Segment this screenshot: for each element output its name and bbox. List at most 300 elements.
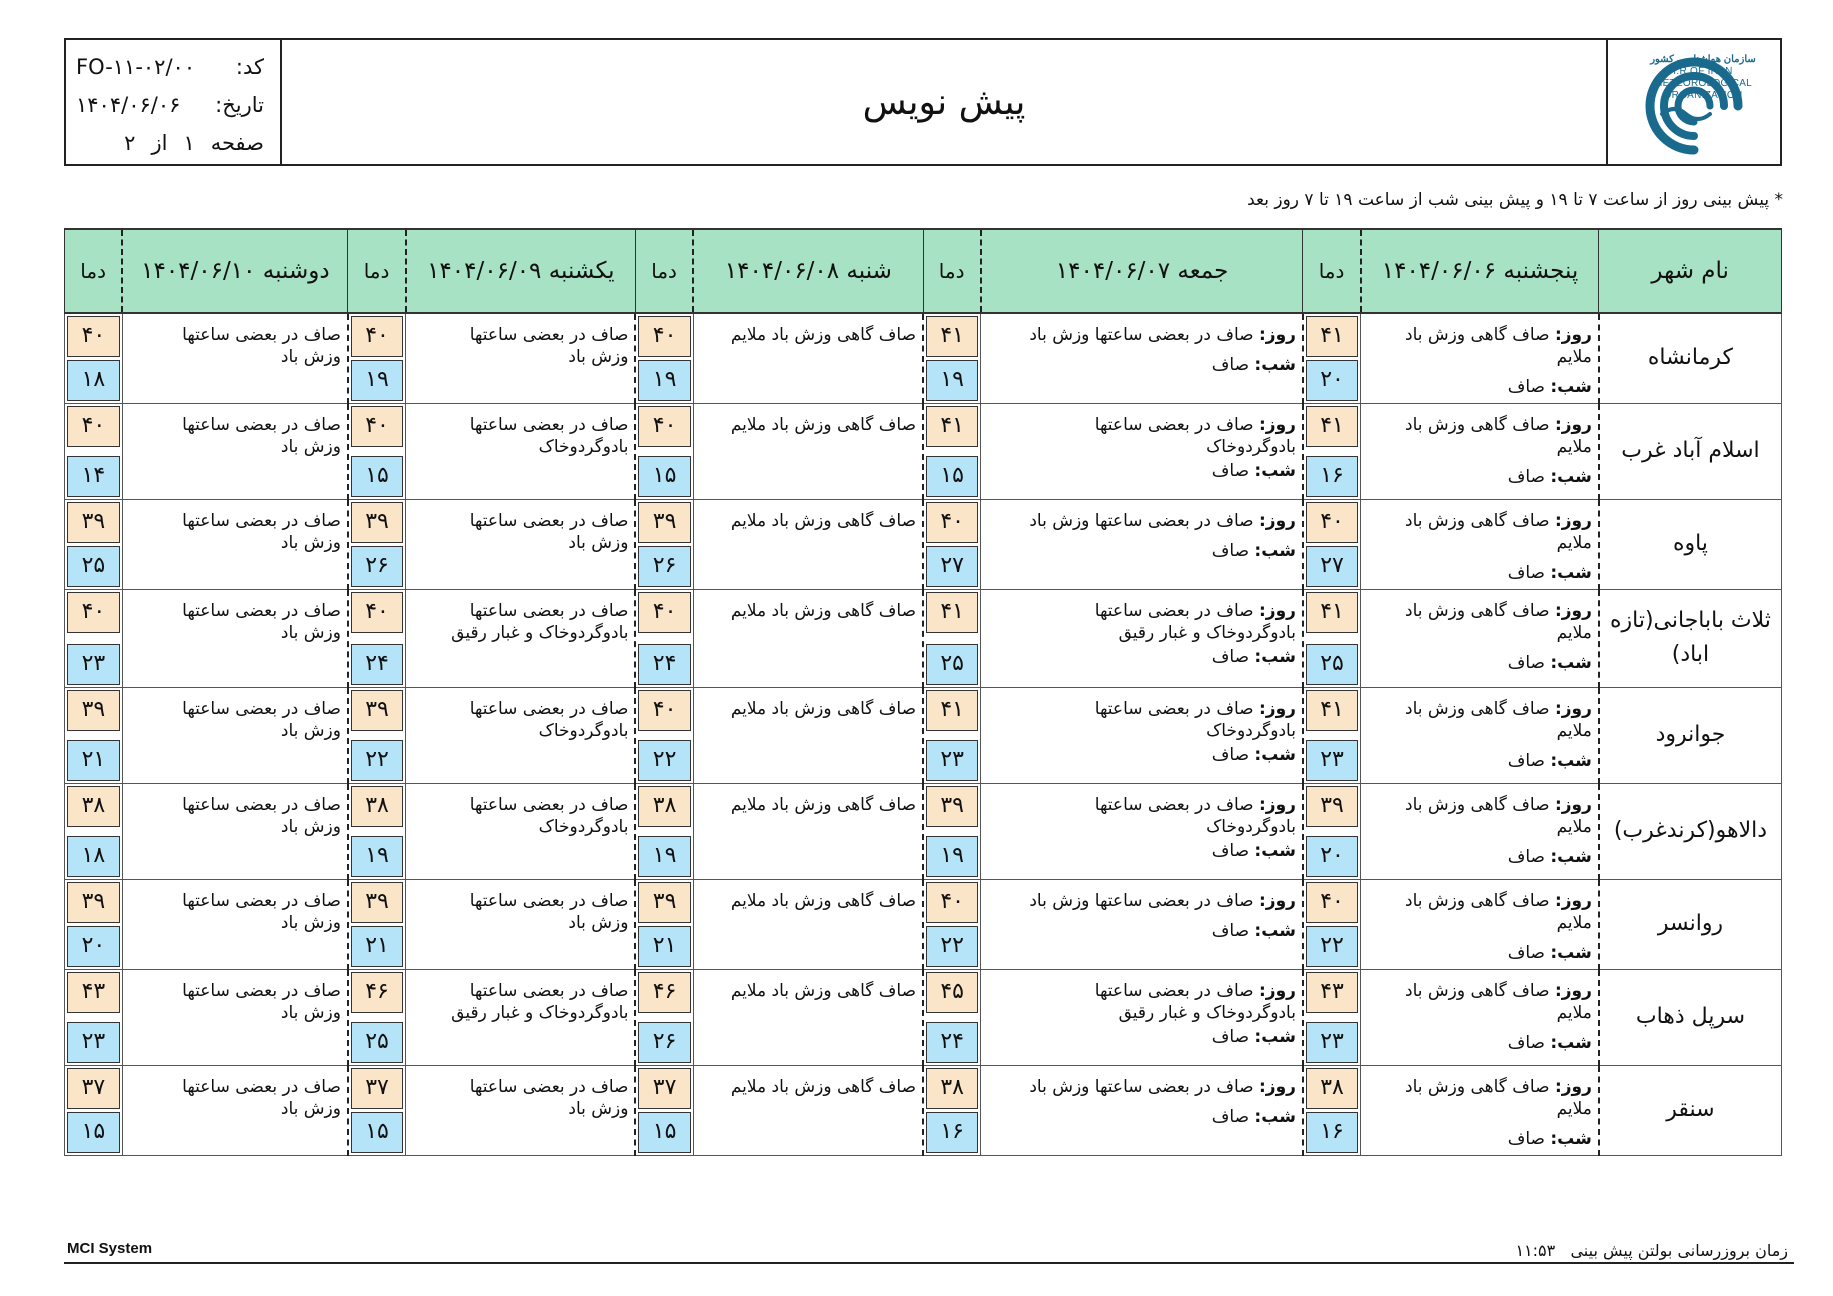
table-row [65, 499, 1782, 589]
max-temperature: ۳۸ [926, 1068, 978, 1109]
forecast-description [981, 499, 1303, 589]
table-row [65, 589, 1782, 687]
forecast-text: صاف در بعضی ساعتها [182, 325, 341, 345]
day-forecast [1367, 414, 1592, 458]
temperature-cell [923, 313, 981, 403]
forecast-text: صاف گاهی وزش باد ملایم [730, 980, 917, 1001]
night-label: شب: [1550, 562, 1592, 583]
temp-column-header: دما [1303, 229, 1361, 313]
forecast-text: صاف در بعضی ساعتها [469, 980, 629, 1001]
forecast-description [981, 687, 1303, 783]
min-temperature: ۲۵ [1306, 644, 1358, 685]
night-forecast-text: صاف [1211, 355, 1250, 375]
temperature-cell [923, 1065, 981, 1155]
max-temperature: ۳۹ [351, 502, 403, 543]
min-temperature: ۱۵ [926, 456, 978, 497]
temperature-cell [923, 879, 981, 969]
forecast-text-continued: وزش باد [568, 1098, 629, 1119]
table-row [65, 1065, 1782, 1155]
city-name: اسلام آباد غرب [1599, 403, 1782, 499]
max-temperature: ۴۰ [351, 592, 403, 633]
forecast-text: صاف در بعضی ساعتها [182, 600, 341, 621]
max-temperature: ۳۹ [67, 690, 120, 731]
day-forecast-text: صاف گاهی وزش باد ملایم [1405, 1076, 1592, 1119]
min-temperature: ۱۵ [351, 456, 403, 497]
min-temperature: ۲۱ [351, 926, 403, 967]
forecast-description [122, 1065, 348, 1155]
temperature-cell [923, 403, 981, 499]
city-name: سنقر [1599, 1065, 1782, 1155]
night-label: شب: [1550, 750, 1592, 771]
update-time-footer [1515, 1241, 1788, 1260]
temperature-cell [65, 589, 123, 687]
max-temperature: ۴۳ [1306, 972, 1358, 1013]
forecast-text: صاف در بعضی ساعتها [469, 325, 629, 345]
temp-column-header: دما [348, 229, 406, 313]
night-label: شب: [1550, 942, 1592, 963]
day-label: روز: [1554, 510, 1592, 531]
min-temperature: ۱۵ [638, 456, 690, 497]
forecast-description [406, 1065, 636, 1155]
page-total: ۲ [124, 131, 136, 155]
city-name: روانسر [1599, 879, 1782, 969]
forecast-text-continued: بادوگردوخاک [538, 436, 629, 457]
forecast-text: صاف در بعضی ساعتها [469, 1076, 629, 1097]
night-forecast-text: صاف [1507, 652, 1545, 673]
night-forecast-text: صاف [1507, 942, 1545, 963]
max-temperature: ۳۸ [67, 786, 120, 827]
night-forecast [987, 460, 1296, 482]
temperature-cell [348, 1065, 406, 1155]
min-temperature: ۱۹ [351, 836, 403, 877]
temperature-cell [1303, 783, 1361, 879]
min-temperature: ۱۶ [1306, 1112, 1358, 1153]
forecast-description [981, 589, 1303, 687]
forecast-text-continued: وزش باد [280, 436, 341, 457]
day-column-header: شنبه ۱۴۰۴/۰۶/۰۸ [693, 229, 923, 313]
max-temperature: ۴۰ [638, 592, 690, 633]
max-temperature: ۴۰ [638, 406, 690, 447]
night-label: شب: [1254, 355, 1296, 375]
day-forecast-text: صاف در بعضی ساعتها [1094, 980, 1254, 1001]
day-forecast-text: صاف در بعضی ساعتها وزش باد [1029, 890, 1254, 911]
forecast-text: صاف گاهی وزش باد ملایم [730, 325, 917, 345]
min-temperature: ۱۶ [1306, 456, 1358, 497]
night-forecast [1367, 1032, 1592, 1054]
day-label: روز: [1258, 1076, 1296, 1097]
max-temperature: ۳۹ [67, 502, 120, 543]
forecast-description [693, 589, 923, 687]
forecast-text: صاف گاهی وزش باد ملایم [730, 414, 917, 435]
page-row [76, 124, 264, 162]
day-label: روز: [1258, 698, 1296, 719]
temperature-cell [635, 499, 693, 589]
forecast-description [981, 1065, 1303, 1155]
page-label: صفحه [210, 131, 264, 155]
day-forecast-text-continued: بادوگردوخاک [1206, 436, 1296, 457]
forecast-description [1361, 969, 1599, 1065]
min-temperature: ۲۷ [926, 546, 978, 587]
day-label: روز: [1258, 890, 1296, 911]
min-temperature: ۱۴ [67, 456, 120, 497]
temperature-cell [65, 1065, 123, 1155]
day-forecast-text: صاف در بعضی ساعتها [1094, 794, 1254, 815]
night-forecast-text: صاف [1507, 1128, 1545, 1149]
forecast-text: صاف در بعضی ساعتها [182, 698, 341, 719]
night-forecast [1367, 466, 1592, 488]
day-forecast-text-continued: بادوگردوخاک و غبار رقیق [1118, 622, 1296, 643]
min-temperature: ۲۶ [638, 1022, 690, 1063]
min-temperature: ۲۱ [638, 926, 690, 967]
forecast-text: صاف در بعضی ساعتها [182, 414, 341, 435]
night-forecast [1367, 562, 1592, 584]
table-row [65, 783, 1782, 879]
night-forecast-text: صاف [1507, 846, 1545, 867]
max-temperature: ۳۹ [67, 882, 120, 923]
day-forecast [1367, 794, 1592, 838]
min-temperature: ۲۲ [638, 740, 690, 781]
min-temperature: ۱۸ [67, 836, 120, 877]
night-forecast [987, 540, 1296, 562]
day-label: روز: [1554, 414, 1592, 435]
city-name: دالاهو(کرندغرب) [1599, 783, 1782, 879]
logo-persian-name: سازمان هواشناسی کشور [1650, 54, 1756, 65]
table-row [65, 403, 1782, 499]
night-forecast-text: صاف [1211, 540, 1250, 561]
date-label: تاریخ: [215, 93, 264, 117]
forecast-text-continued: وزش باد [280, 532, 341, 553]
forecast-text: صاف گاهی وزش باد ملایم [730, 600, 917, 621]
night-forecast-text: صاف [1211, 460, 1250, 481]
forecast-text-continued: بادوگردوخاک و غبار رقیق [451, 1002, 629, 1023]
night-label: شب: [1550, 377, 1592, 397]
night-label: شب: [1550, 1128, 1592, 1149]
forecast-description [122, 687, 348, 783]
forecast-description [122, 589, 348, 687]
table-row [65, 313, 1782, 403]
night-label: شب: [1254, 1106, 1296, 1127]
date-row [76, 86, 264, 124]
day-forecast [1367, 324, 1592, 368]
max-temperature: ۳۹ [351, 882, 403, 923]
day-forecast-text-continued: بادوگردوخاک [1206, 816, 1296, 837]
min-temperature: ۲۰ [1306, 360, 1358, 401]
logo [1606, 40, 1780, 164]
temperature-cell [348, 589, 406, 687]
forecast-text: صاف گاهی وزش باد ملایم [730, 1076, 917, 1097]
day-column-header: یکشنبه ۱۴۰۴/۰۶/۰۹ [406, 229, 636, 313]
city-name: سرپل ذهاب [1599, 969, 1782, 1065]
day-forecast-text-continued: بادوگردوخاک و غبار رقیق [1118, 1002, 1296, 1023]
forecast-description [122, 879, 348, 969]
max-temperature: ۳۸ [351, 786, 403, 827]
page-of: از [151, 131, 168, 155]
forecast-description [1361, 313, 1599, 403]
table-row [65, 969, 1782, 1065]
night-forecast-text: صاف [1507, 466, 1545, 487]
forecast-description [122, 403, 348, 499]
night-forecast [1367, 1128, 1592, 1150]
night-label: شب: [1254, 460, 1296, 481]
max-temperature: ۴۱ [1306, 690, 1358, 731]
temperature-cell [635, 1065, 693, 1155]
forecast-text-continued: وزش باد [280, 912, 341, 933]
min-temperature: ۲۳ [1306, 1022, 1358, 1063]
forecast-text-continued: وزش باد [280, 816, 341, 837]
min-temperature: ۲۵ [926, 644, 978, 685]
night-forecast [1367, 376, 1592, 398]
forecast-text-continued: وزش باد [280, 1002, 341, 1023]
max-temperature: ۴۰ [351, 406, 403, 447]
forecast-description [1361, 589, 1599, 687]
night-forecast-text: صاف [1211, 840, 1250, 861]
temperature-cell [1303, 1065, 1361, 1155]
forecast-description [406, 969, 636, 1065]
temperature-cell [923, 969, 981, 1065]
forecast-description [406, 403, 636, 499]
day-forecast [987, 794, 1296, 816]
day-label: روز: [1554, 794, 1592, 815]
day-forecast-text: صاف در بعضی ساعتها [1094, 698, 1254, 719]
night-forecast [1367, 942, 1592, 964]
code-label: کد: [235, 55, 264, 79]
min-temperature: ۲۲ [351, 740, 403, 781]
forecast-description [981, 969, 1303, 1065]
table-row [65, 687, 1782, 783]
forecast-description [406, 499, 636, 589]
day-forecast-text: صاف گاهی وزش باد ملایم [1405, 325, 1592, 367]
max-temperature: ۳۷ [67, 1068, 120, 1109]
max-temperature: ۴۱ [926, 406, 978, 447]
forecast-description [1361, 499, 1599, 589]
temperature-cell [65, 687, 123, 783]
temp-column-header: دما [635, 229, 693, 313]
min-temperature: ۲۵ [67, 546, 120, 587]
forecast-text-continued: وزش باد [568, 912, 629, 933]
logo-text [1648, 54, 1758, 102]
forecast-text: صاف گاهی وزش باد ملایم [730, 510, 917, 531]
max-temperature: ۴۰ [1306, 882, 1358, 923]
forecast-text-continued: وزش باد [280, 347, 341, 367]
temperature-cell [65, 313, 123, 403]
temperature-cell [348, 687, 406, 783]
min-temperature: ۲۰ [67, 926, 120, 967]
day-label: روز: [1554, 698, 1592, 719]
night-label: شب: [1550, 1032, 1592, 1053]
temperature-cell [348, 783, 406, 879]
temperature-cell [635, 969, 693, 1065]
day-forecast-text: صاف گاهی وزش باد ملایم [1405, 698, 1592, 741]
city-name: جوانرود [1599, 687, 1782, 783]
max-temperature: ۴۱ [1306, 592, 1358, 633]
day-forecast-text: صاف در بعضی ساعتها وزش باد [1029, 1076, 1254, 1097]
day-forecast [987, 1076, 1296, 1098]
forecast-text: صاف گاهی وزش باد ملایم [730, 890, 917, 911]
min-temperature: ۲۶ [351, 546, 403, 587]
day-label: روز: [1258, 414, 1296, 435]
max-temperature: ۴۰ [638, 316, 690, 357]
forecast-description [693, 403, 923, 499]
forecast-description [693, 783, 923, 879]
max-temperature: ۴۰ [1306, 502, 1358, 543]
night-forecast-text: صاف [1211, 744, 1250, 765]
night-forecast [987, 840, 1296, 862]
day-label: روز: [1258, 600, 1296, 621]
max-temperature: ۴۰ [351, 316, 403, 357]
min-temperature: ۱۵ [638, 1112, 690, 1153]
code-value: FO-۱۱-۰۲/۰۰ [76, 55, 196, 79]
forecast-text: صاف در بعضی ساعتها [469, 698, 629, 719]
day-forecast [987, 414, 1296, 436]
day-forecast-text: صاف گاهی وزش باد ملایم [1405, 510, 1592, 553]
day-label: روز: [1554, 600, 1592, 621]
forecast-text: صاف در بعضی ساعتها [182, 510, 341, 531]
min-temperature: ۱۹ [638, 360, 690, 401]
city-name: ثلاث باباجانی(تازه اباد) [1599, 589, 1782, 687]
min-temperature: ۲۴ [638, 644, 690, 685]
table-row [65, 879, 1782, 969]
min-temperature: ۲۱ [67, 740, 120, 781]
forecast-description [693, 687, 923, 783]
night-forecast [987, 920, 1296, 942]
min-temperature: ۲۷ [1306, 546, 1358, 587]
forecast-description [693, 313, 923, 403]
update-label: زمان بروزرسانی بولتن پیش بینی [1570, 1241, 1788, 1260]
day-forecast-text: صاف گاهی وزش باد ملایم [1405, 414, 1592, 457]
day-forecast [987, 698, 1296, 720]
temperature-cell [923, 687, 981, 783]
forecast-text-continued: بادوگردوخاک [538, 720, 629, 741]
forecast-text: صاف گاهی وزش باد ملایم [730, 794, 917, 815]
max-temperature: ۳۹ [926, 786, 978, 827]
max-temperature: ۴۰ [67, 316, 120, 357]
temperature-cell [65, 879, 123, 969]
forecast-description [1361, 403, 1599, 499]
min-temperature: ۲۳ [926, 740, 978, 781]
night-forecast [987, 744, 1296, 766]
temperature-cell [1303, 313, 1361, 403]
day-forecast [987, 980, 1296, 1002]
max-temperature: ۴۳ [67, 972, 120, 1013]
forecast-text: صاف در بعضی ساعتها [469, 510, 629, 531]
temperature-cell [348, 313, 406, 403]
night-forecast [987, 646, 1296, 668]
temperature-cell [1303, 589, 1361, 687]
city-name: کرمانشاه [1599, 313, 1782, 403]
day-forecast-text: صاف در بعضی ساعتها وزش باد [1029, 510, 1254, 531]
day-forecast-text: صاف گاهی وزش باد ملایم [1405, 890, 1592, 933]
logo-english-line-2: METEOROLOGICAL [1653, 78, 1753, 89]
night-forecast [1367, 846, 1592, 868]
temperature-cell [635, 879, 693, 969]
temperature-cell [635, 783, 693, 879]
document-title: پیش نویس [862, 81, 1026, 123]
forecast-text: صاف در بعضی ساعتها [182, 1076, 341, 1097]
max-temperature: ۴۱ [926, 592, 978, 633]
forecast-description [406, 313, 636, 403]
min-temperature: ۲۵ [351, 1022, 403, 1063]
forecast-description [122, 499, 348, 589]
night-label: شب: [1550, 846, 1592, 867]
forecast-description [122, 783, 348, 879]
forecast-text: صاف گاهی وزش باد ملایم [730, 698, 917, 719]
night-label: شب: [1254, 920, 1296, 941]
date-value: ۱۴۰۴/۰۶/۰۶ [76, 93, 181, 117]
temperature-cell [65, 969, 123, 1065]
min-temperature: ۲۳ [67, 1022, 120, 1063]
forecast-description [1361, 1065, 1599, 1155]
city-name: پاوه [1599, 499, 1782, 589]
day-forecast [1367, 510, 1592, 554]
temperature-cell [923, 589, 981, 687]
day-forecast-text: صاف در بعضی ساعتها وزش باد [1029, 325, 1254, 345]
temperature-cell [1303, 687, 1361, 783]
day-forecast [987, 890, 1296, 912]
forecast-description [406, 783, 636, 879]
night-forecast [1367, 652, 1592, 674]
forecast-description [981, 313, 1303, 403]
forecast-description [693, 969, 923, 1065]
temperature-cell [65, 783, 123, 879]
night-label: شب: [1254, 744, 1296, 765]
day-forecast [1367, 980, 1592, 1024]
forecast-description [981, 783, 1303, 879]
min-temperature: ۲۲ [926, 926, 978, 967]
day-forecast [987, 510, 1296, 532]
logo-english-line-3: ORGANIZATION [1663, 90, 1743, 101]
forecast-description [406, 589, 636, 687]
min-temperature: ۲۶ [638, 546, 690, 587]
min-temperature: ۲۴ [351, 644, 403, 685]
temperature-cell [348, 969, 406, 1065]
temperature-cell [1303, 403, 1361, 499]
day-forecast [987, 600, 1296, 622]
forecast-description [693, 1065, 923, 1155]
update-time: ۱۱:۵۳ [1515, 1241, 1556, 1260]
temperature-cell [635, 313, 693, 403]
day-label: روز: [1258, 510, 1296, 531]
forecast-description [981, 403, 1303, 499]
max-temperature: ۴۰ [67, 592, 120, 633]
footer-divider [64, 1262, 1794, 1264]
forecast-description [1361, 783, 1599, 879]
max-temperature: ۴۰ [926, 502, 978, 543]
night-forecast-text: صاف [1507, 377, 1545, 397]
forecast-text: صاف در بعضی ساعتها [182, 794, 341, 815]
temperature-cell [348, 879, 406, 969]
day-forecast-text: صاف گاهی وزش باد ملایم [1405, 980, 1592, 1023]
max-temperature: ۳۹ [1306, 786, 1358, 827]
max-temperature: ۴۱ [926, 316, 978, 357]
forecast-text: صاف در بعضی ساعتها [182, 890, 341, 911]
max-temperature: ۳۸ [1306, 1068, 1358, 1109]
city-column-header: نام شهر [1599, 229, 1782, 313]
min-temperature: ۱۶ [926, 1112, 978, 1153]
temperature-cell [923, 783, 981, 879]
day-column-header: دوشنبه ۱۴۰۴/۰۶/۱۰ [122, 229, 348, 313]
night-label: شب: [1254, 646, 1296, 667]
day-label: روز: [1554, 980, 1592, 1001]
max-temperature: ۳۹ [638, 502, 690, 543]
forecast-description [693, 879, 923, 969]
temperature-cell [1303, 499, 1361, 589]
day-column-header: جمعه ۱۴۰۴/۰۶/۰۷ [981, 229, 1303, 313]
night-forecast-text: صاف [1507, 750, 1545, 771]
temperature-cell [348, 499, 406, 589]
night-forecast-text: صاف [1507, 1032, 1545, 1053]
forecast-text: صاف در بعضی ساعتها [469, 890, 629, 911]
night-forecast [987, 1026, 1296, 1048]
